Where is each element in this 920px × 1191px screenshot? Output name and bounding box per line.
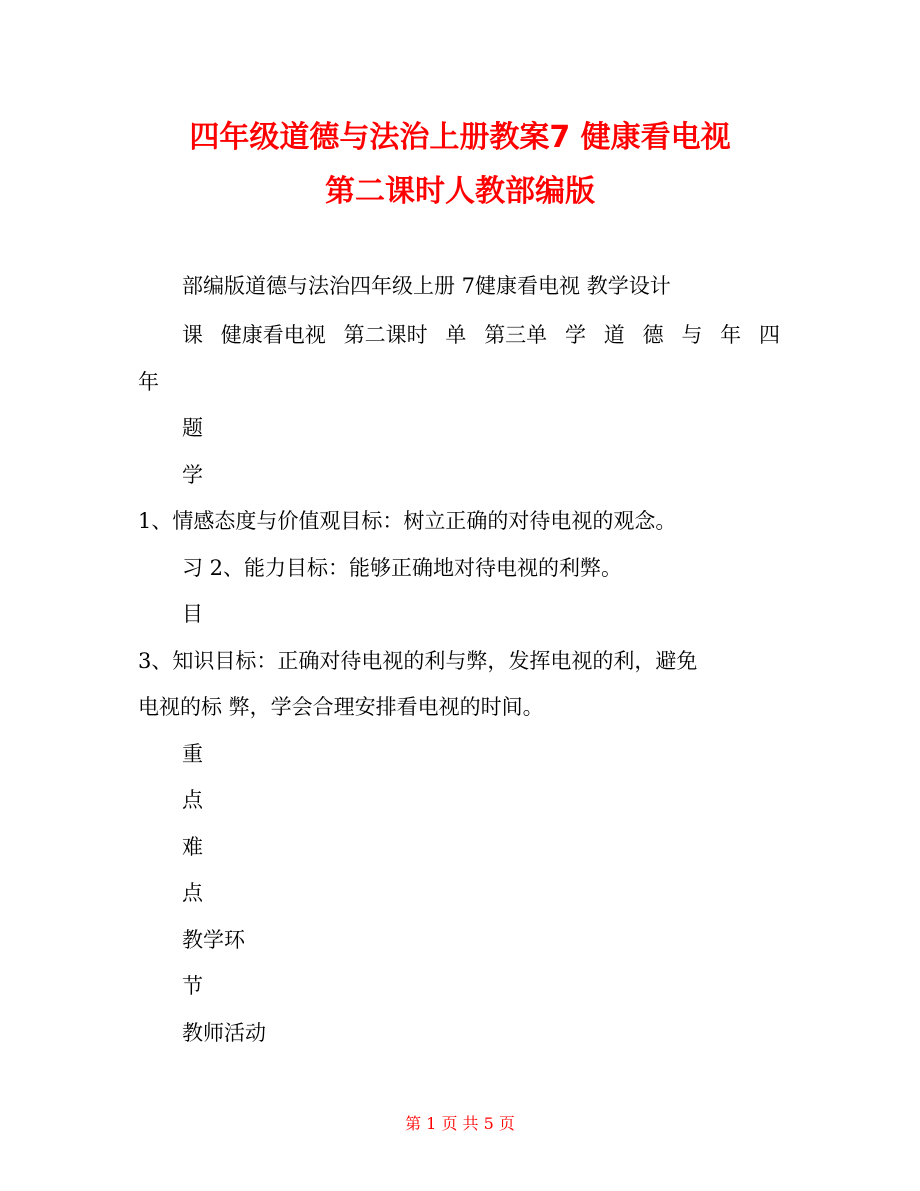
- study-char: 学: [182, 463, 203, 487]
- topic-char: 题: [182, 416, 203, 440]
- grade-label: 年: [720, 323, 742, 347]
- unit-value: 第三单: [484, 323, 548, 347]
- document-title-line-2: 第二课时人教部编版: [325, 174, 595, 209]
- subject-char-3: 德: [642, 323, 664, 347]
- teaching-step-char: 节: [182, 974, 203, 998]
- grade-char: 年: [138, 370, 159, 394]
- grade-value: 四: [758, 323, 780, 347]
- subject-char-2: 道: [603, 323, 625, 347]
- course-period: 第二课时: [343, 323, 428, 347]
- goal-3-line-2: 电视的标 弊，学会合理安排看电视的时间。: [138, 695, 544, 719]
- goal-3-line-1: 3、知识目标：正确对待电视的利与弊，发挥电视的利，避免: [138, 649, 698, 673]
- teacher-activity-label: 教师活动: [182, 1021, 266, 1045]
- difficult-char-1: 难: [182, 835, 203, 859]
- teaching-step-label: 教学环: [182, 928, 245, 952]
- goal-1: 1、情感态度与价值观目标：树立正确的对待电视的观念。: [138, 509, 677, 533]
- course-title: 健康看电视: [220, 323, 326, 347]
- unit-label: 单: [445, 323, 467, 347]
- course-info-row: [182, 320, 780, 350]
- intro-line: 部编版道德与法治四年级上册 7健康看电视 教学设计: [182, 274, 671, 298]
- document-title-line-1: 四年级道德与法治上册教案7 健康看电视: [189, 120, 731, 155]
- goal-2: 习 2、能力目标：能够正确地对待电视的利弊。: [182, 556, 623, 580]
- subject-label-1: 学: [564, 323, 586, 347]
- key-char-2: 点: [182, 788, 203, 812]
- key-char-1: 重: [182, 742, 203, 766]
- subject-char-4: 与: [681, 323, 703, 347]
- goal-char: 目: [182, 602, 203, 626]
- difficult-char-2: 点: [182, 881, 203, 905]
- page-footer: 第 1 页 共 5 页: [405, 1114, 515, 1133]
- course-label: 课: [182, 323, 203, 347]
